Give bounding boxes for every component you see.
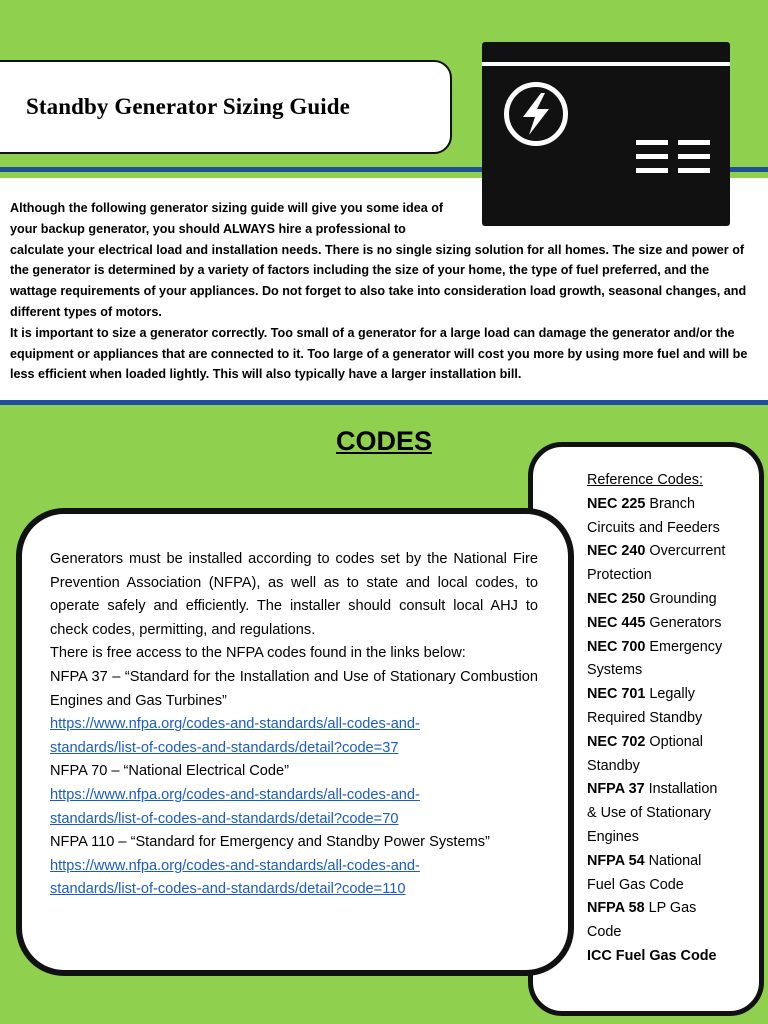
- link-line: https://www.nfpa.org/codes-and-standards/all-codes-and-: [50, 716, 420, 733]
- intro-paragraph-1: calculate your electrical load and installation needs. There is no single sizing solution for all homes. The size and power of the generator is determined by a variety of factors including the size of your home, the type of fuel preferred, and the wattage requirements of your appliances. Do not forget to also take into consideration load growth, seasonal changes, and different types of motors.: [10, 242, 747, 319]
- nfpa-code-link[interactable]: [50, 855, 538, 902]
- reference-code-description: Required Standby: [587, 709, 703, 726]
- reference-code-description: Installation: [644, 781, 718, 798]
- reference-code-number: ICC Fuel Gas Code: [587, 947, 717, 964]
- reference-code-description: Generators: [645, 614, 722, 631]
- reference-code-description: Optional: [645, 733, 704, 750]
- codes-main-box: [16, 508, 574, 976]
- reference-code-item: [587, 540, 759, 588]
- page-title: Standby Generator Sizing Guide: [26, 94, 350, 119]
- reference-code-description: Code: [587, 924, 622, 941]
- reference-code-description: Legally: [645, 686, 696, 703]
- header-divider-bottom: [0, 400, 768, 405]
- codes-paragraph: Generators must be installed according to codes set by the National Fire Prevention Association (NFPA), as well as to state and local codes, to operate safely and efficiently. The installer should consult local AHJ to check codes, permitting, and regulations.: [50, 551, 538, 638]
- reference-code-item: [587, 588, 759, 612]
- intro-text: [10, 198, 755, 385]
- vent-slot: [636, 168, 668, 173]
- nfpa-entry-title: NFPA 37 – “Standard for the Installation and Use of Stationary Combustion Engines and Gas Turbines”: [50, 668, 538, 709]
- reference-code-item: [587, 683, 759, 731]
- reference-code-description: Systems: [587, 662, 643, 679]
- reference-code-description: Fuel Gas Code: [587, 876, 684, 893]
- reference-code-number: NEC 225: [587, 495, 646, 512]
- reference-code-item: [587, 493, 759, 541]
- reference-code-number: NFPA 54: [587, 852, 645, 869]
- vent-slot: [636, 140, 668, 145]
- link-line: standards/list-of-codes-and-standards/detail?code=70: [50, 810, 399, 827]
- reference-code-description: Engines: [587, 828, 640, 845]
- link-line: https://www.nfpa.org/codes-and-standards/all-codes-and-: [50, 786, 420, 803]
- nfpa-entry-title: NFPA 110 – “Standard for Emergency and Standby Power Systems”: [50, 834, 490, 851]
- generator-icon: [482, 42, 730, 226]
- reference-code-item: [587, 945, 759, 969]
- reference-code-item: [587, 636, 759, 684]
- reference-code-description: National: [644, 852, 702, 869]
- generator-top-stripe: [482, 62, 730, 66]
- vent-slot: [678, 140, 710, 145]
- reference-code-description: Grounding: [645, 590, 717, 607]
- reference-code-number: NEC 250: [587, 590, 646, 607]
- reference-code-number: NEC 702: [587, 733, 646, 750]
- nfpa-code-link[interactable]: [50, 713, 538, 760]
- reference-code-description: LP Gas: [644, 900, 697, 917]
- reference-code-number: NEC 700: [587, 638, 646, 655]
- vent-slot: [678, 168, 710, 173]
- reference-code-number: NEC 701: [587, 686, 646, 703]
- reference-code-item: [587, 778, 759, 849]
- link-line: standards/list-of-codes-and-standards/detail?code=37: [50, 739, 399, 756]
- reference-code-number: NFPA 37: [587, 781, 645, 798]
- reference-codes-heading: Reference Codes:: [587, 472, 703, 488]
- reference-code-description: Emergency: [645, 638, 723, 655]
- reference-code-number: NEC 240: [587, 543, 646, 560]
- link-line: https://www.nfpa.org/codes-and-standards/all-codes-and-: [50, 857, 420, 874]
- reference-code-item: [587, 897, 759, 945]
- reference-code-description: & Use of Stationary: [587, 805, 711, 822]
- lightning-bolt-icon: [504, 82, 568, 146]
- intro-paragraph-2: It is important to size a generator correctly. Too small of a generator for a large load can damage the generator and/or the equipment or appliances that are connected to it. Too large of a generator will cost you more by using more fuel and will be less efficient when loaded lightly. This will also typically have a larger installation bill.: [10, 325, 748, 382]
- free-access-text: There is free access to the NFPA codes found in the links below:: [50, 645, 466, 662]
- reference-code-description: Branch: [645, 495, 696, 512]
- reference-code-number: NFPA 58: [587, 900, 645, 917]
- intro-line-1: Although the following generator sizing guide will give you some idea of: [10, 201, 444, 215]
- nfpa-entry-title: NFPA 70 – “National Electrical Code”: [50, 763, 290, 780]
- reference-code-description: Protection: [587, 567, 652, 584]
- reference-code-description: Circuits and Feeders: [587, 519, 720, 536]
- intro-line-2: your backup generator, you should ALWAYS hire a professional to: [10, 221, 406, 236]
- reference-code-item: [587, 731, 759, 779]
- reference-code-number: NEC 445: [587, 614, 646, 631]
- vent-slot: [636, 154, 668, 159]
- link-line: standards/list-of-codes-and-standards/detail?code=110: [50, 881, 406, 898]
- vent-slot: [678, 154, 710, 159]
- reference-code-description: Overcurrent: [645, 543, 726, 560]
- reference-code-item: [587, 612, 759, 636]
- codes-heading: CODES: [335, 426, 433, 456]
- reference-code-item: [587, 850, 759, 898]
- title-box: [0, 60, 452, 154]
- nfpa-code-link[interactable]: [50, 784, 538, 831]
- reference-code-description: Standby: [587, 757, 640, 774]
